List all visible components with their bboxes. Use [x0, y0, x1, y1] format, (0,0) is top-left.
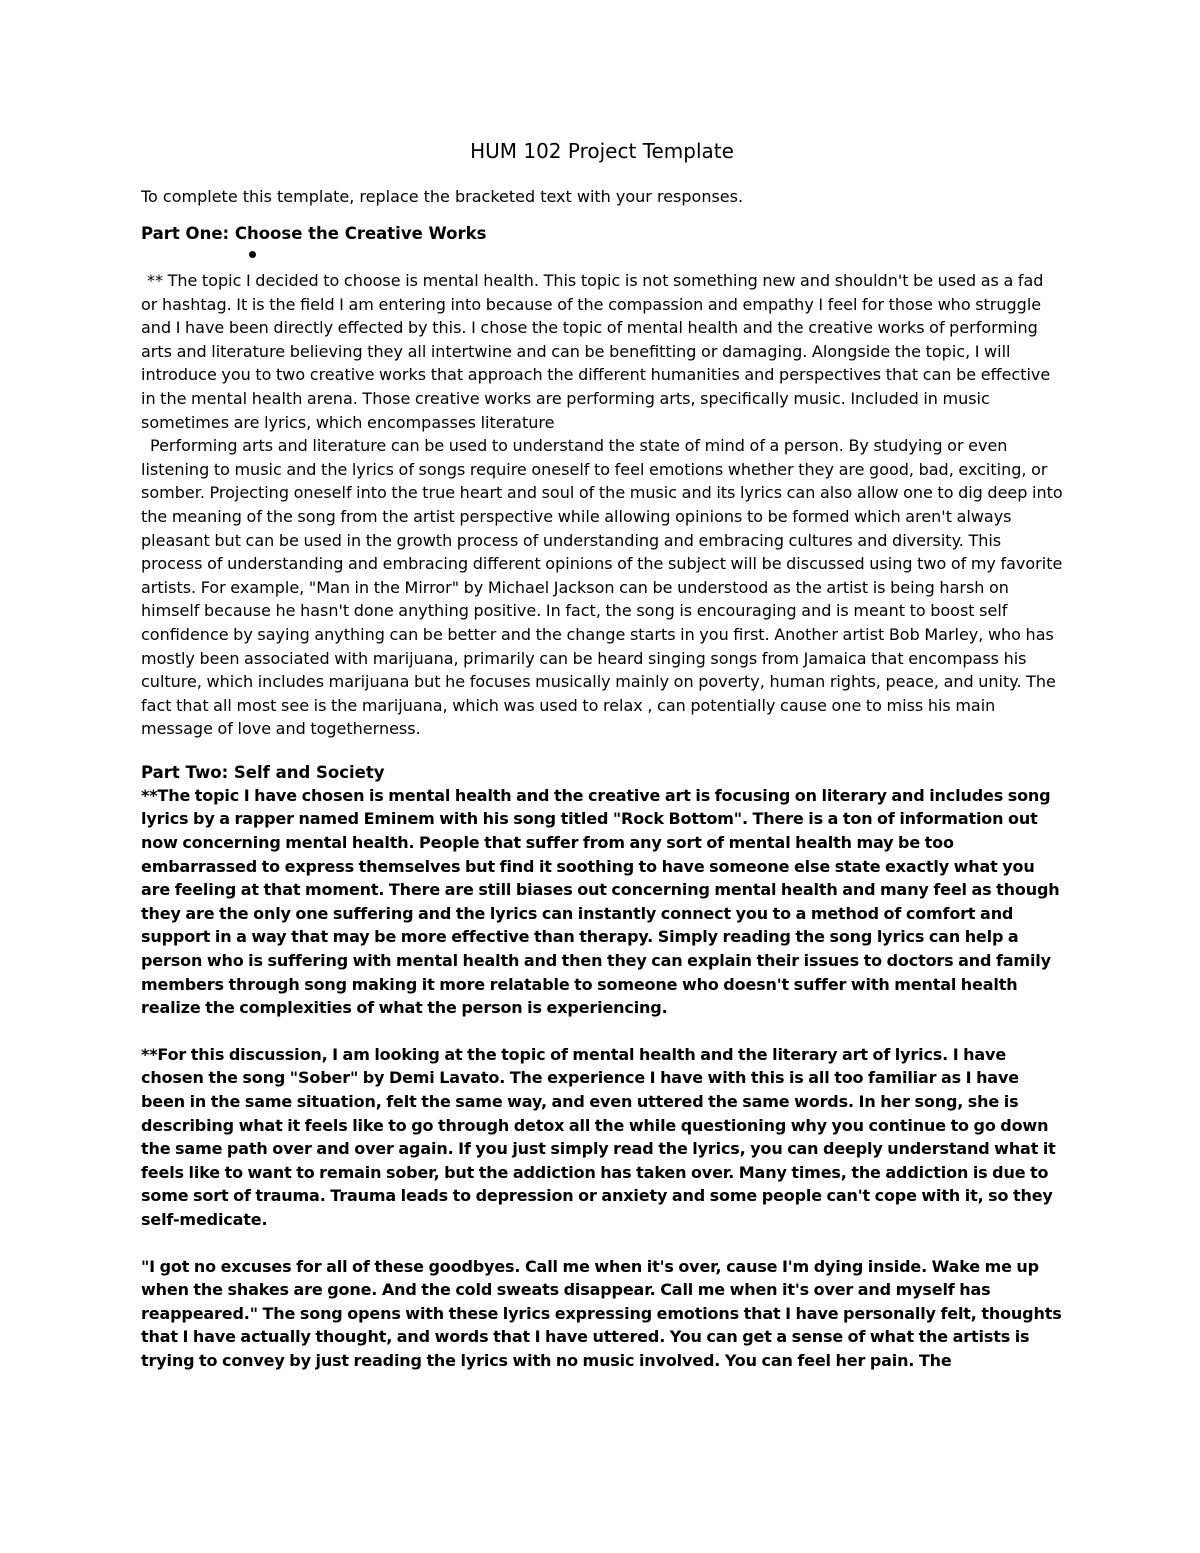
paragraph-spacer [141, 1232, 1063, 1255]
part-one-heading: Part One: Choose the Creative Works [141, 224, 487, 243]
part-two-heading: Part Two: Self and Society [141, 762, 385, 782]
section-spacer [141, 741, 1063, 761]
document-title: HUM 102 Project Template [470, 139, 734, 163]
paragraph-spacer [141, 1020, 1063, 1043]
document-content [141, 137, 1063, 1373]
part-two-paragraph-3: "I got no excuses for all of these goodbyes. Call me when it's over, cause I'm dying inside. Wake me up when the shakes are gone. And the cold sweats disappear. Call me when it's over and myself has reappeared." The song opens with these lyrics expressing emotions that I have personally felt, thoughts that I have actually thought, and words that I have uttered. You can get a sense of what the artists is trying to convey by just reading the lyrics with no music involved. You can feel her pain. The [141, 1256, 1062, 1370]
template-instructions: To complete this template, replace the bracketed text with your responses. [141, 187, 744, 206]
part-one-paragraph-1: ** The topic I decided to choose is mental health. This topic is not something new and shouldn't be used as a fad or hashtag. It is the field I am entering into because of the compassion and empathy I feel for those who struggle and I have been directly effected by this. I chose the topic of mental health and the creative works of performing arts and literature believing they all intertwine and can be benefitting or damaging. Alongside the topic, I will introduce you to two creative works that approach the different humanities and perspectives that can be effective in the mental health arena. Those creative works are performing arts, specifically music. Included in music sometimes are lyrics, which encompasses literature [141, 271, 1051, 432]
bullet-row [141, 245, 1063, 269]
part-two-paragraph-1: **The topic I have chosen is mental health and the creative art is focusing on literary and includes song lyrics by a rapper named Eminem with his song titled "Rock Bottom". There is a ton of information out now concerning mental health. People that suffer from any sort of mental health may be too embarrassed to express themselves but find it soothing to have someone else state exactly what you are feeling at that moment. There are still biases out concerning mental health and many feel as though they are the only one suffering and the lyrics can instantly connect you to a method of comfort and support in a way that may be more effective than therapy. Simply reading the song lyrics can help a person who is suffering with mental health and then they can explain their issues to doctors and family members through song making it more relatable to someone who doesn't suffer with mental health realize the complexities of what the person is experiencing. [141, 785, 1060, 1018]
part-one-paragraph-2: Performing arts and literature can be used to understand the state of mind of a person. By studying or even listening to music and the lyrics of songs require oneself to feel emotions whether they are good, bad, exciting, or somber. Projecting oneself into the true heart and soul of the music and its lyrics can also allow one to dig deep into the meaning of the song from the artist perspective while allowing opinions to be formed which aren't always pleasant but can be used in the growth process of understanding and embracing cultures and diversity. This process of understanding and embracing different opinions of the subject will be discussed using two of my favorite artists. For example, "Man in the Mirror" by Michael Jackson can be understood as the artist is being harsh on himself because he hasn't done anything positive. In fact, the song is encouraging and is meant to boost self confidence by saying anything can be better and the change starts in you first. Another artist Bob Marley, who has mostly been associated with marijuana, primarily can be heard singing songs from Jamaica that encompass his culture, which includes marijuana but he focuses musically mainly on poverty, human rights, peace, and unity. The fact that all most see is the marijuana, which was used to relax , can potentially cause one to miss his main message of love and togetherness. [141, 436, 1063, 739]
bullet-icon [249, 251, 256, 258]
part-two-paragraph-2: **For this discussion, I am looking at the topic of mental health and the literary art of lyrics. I have chosen the song "Sober" by Demi Lavato. The experience I have with this is all too familiar as I have been in the same situation, felt the same way, and even uttered the same words. In her song, she is describing what it feels like to go through detox all the while questioning why you continue to go down the same path over and over again. If you just simply read the lyrics, you can deeply understand what it feels like to want to remain sober, but the addiction has taken over. Many times, the addiction is due to some sort of trauma. Trauma leads to depression or anxiety and some people can't cope with it, so they self-medicate. [141, 1044, 1056, 1229]
